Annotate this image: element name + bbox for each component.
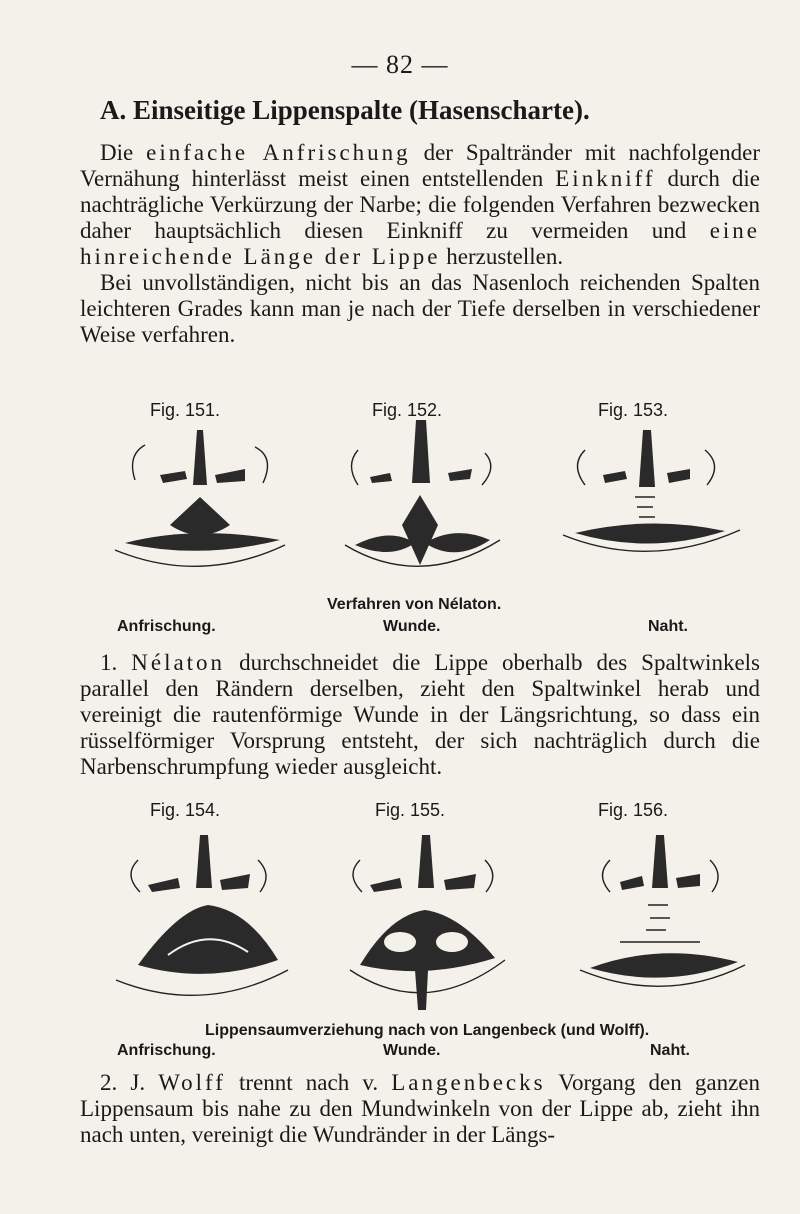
paragraph-intro — [80, 140, 760, 348]
para4-b: Wolff — [158, 1070, 226, 1095]
fig-154-label: Fig. 154. — [150, 800, 221, 820]
fig-156-caption: Naht. — [650, 1042, 690, 1059]
fig-151-caption: Anfrischung. — [117, 618, 216, 635]
para4-d: Langenbecks — [391, 1070, 546, 1095]
paragraph-wolff — [80, 1070, 760, 1148]
bottom-figures-caption-title: Lippensaumverziehung nach von Langenbeck (und Wolff). — [205, 1022, 650, 1039]
paragraph-2: Bei unvollständigen, nicht bis an das Nasenloch reichenden Spalten leichteren Grades kann man je nach der Tiefe derselben in verschiedener Weise verfahren. — [80, 270, 760, 347]
page-number: — 82 — — [351, 50, 449, 79]
para3-c: durchschneidet die Lippe oberhalb des Spaltwinkels parallel den Rändern derselben, zieht den Spaltwinkel herab und vereinigt die rautenförmige Wunde in der Längsrichtung, so dass ein rüsselförmiger Vorsprung entsteht, der sich nachträglich durch die Narbenschrumpfung wieder ausgleicht. — [80, 650, 760, 779]
fig-152-caption: Wunde. — [383, 618, 441, 635]
fig-152-label: Fig. 152. — [372, 400, 443, 420]
para4-c: trennt nach v. — [225, 1070, 392, 1095]
para3-a: 1. — [100, 650, 132, 675]
fig-156-label: Fig. 156. — [598, 800, 669, 820]
para1-e: durch die nachträgliche Verkürzung der Narbe; die folgenden Verfahren bezwecken daher hauptsächlich diesen Einkniff zu vermeiden und — [80, 166, 760, 243]
para3-b: Nélaton — [131, 650, 226, 675]
para1-a: Die — [100, 140, 147, 165]
fig-152-drawing — [330, 415, 510, 585]
fig-155-label: Fig. 155. — [375, 800, 446, 820]
fig-153-drawing — [555, 425, 745, 585]
fig-156-drawing — [570, 830, 750, 1000]
fig-154-caption: Anfrischung. — [117, 1042, 216, 1059]
fig-151-drawing — [105, 425, 300, 585]
fig-154-drawing — [108, 830, 298, 1000]
paragraph-nelaton — [80, 650, 760, 780]
top-figures-caption-title: Verfahren von Nélaton. — [327, 596, 502, 613]
para4-a: 2. J. — [100, 1070, 159, 1095]
para1-g: herzustellen. — [440, 244, 564, 269]
para4-e: Vorgang den ganzen Lippensaum bis nahe zu den Mundwinkeln von der Lippe ab, zieht ihn nach unten, vereinigt die Wundränder in der Längs- — [80, 1070, 761, 1147]
para1-b: einfache Anfrischung — [146, 140, 411, 165]
para1-d: Einkniff — [555, 166, 656, 191]
fig-151-label: Fig. 151. — [150, 400, 221, 420]
fig-155-caption: Wunde. — [383, 1042, 441, 1059]
fig-153-label: Fig. 153. — [598, 400, 669, 420]
para1-f: eine hinreichende Länge der Lippe — [80, 218, 760, 269]
para1-c: der Spaltränder mit nachfolgender Vernähung hinterlässt meist einen entstellenden — [80, 140, 760, 191]
fig-153-caption: Naht. — [648, 618, 688, 635]
section-heading: A. Einseitige Lippenspalte (Hasenscharte). — [100, 95, 590, 125]
fig-155-drawing — [330, 830, 520, 1015]
